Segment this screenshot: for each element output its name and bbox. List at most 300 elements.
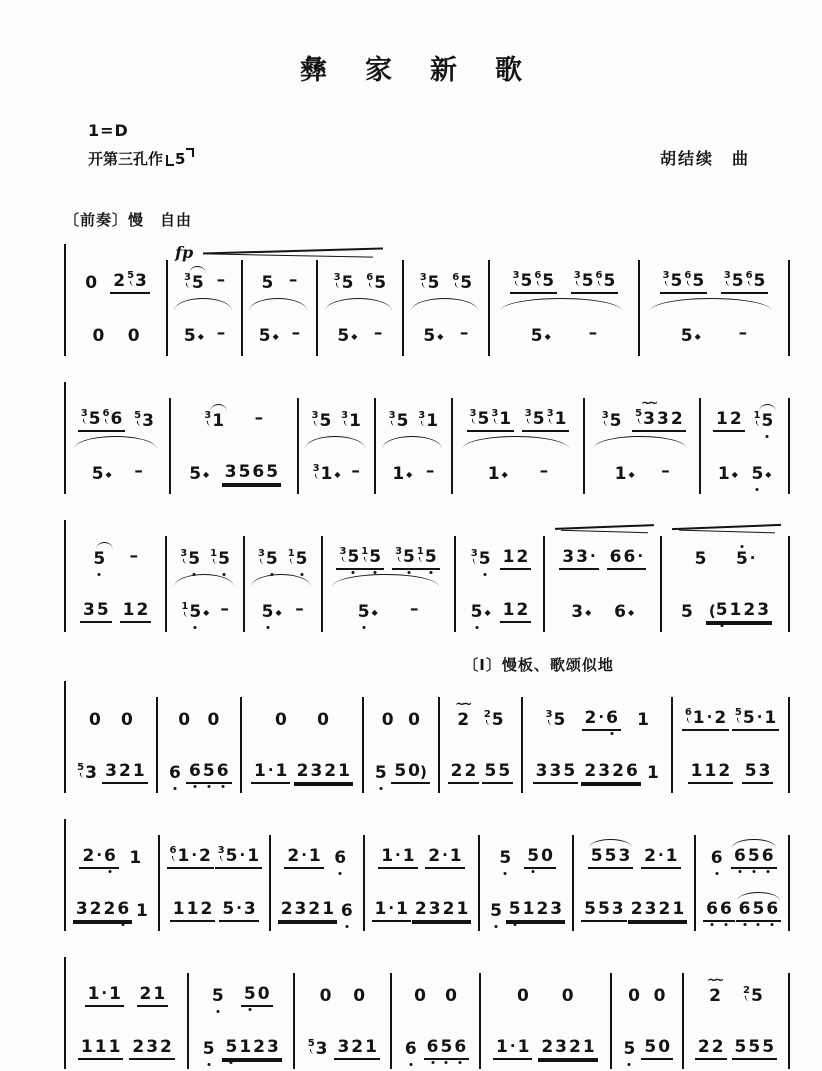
- note-digit: 3: [549, 761, 562, 781]
- note: [489, 903, 503, 920]
- note: [439, 1039, 453, 1056]
- note: [122, 602, 136, 619]
- note: [575, 549, 597, 566]
- measure: [404, 260, 490, 356]
- beat-group: [215, 845, 262, 869]
- note: [708, 988, 722, 1005]
- measure: [168, 243, 243, 356]
- note: [710, 850, 724, 867]
- upper-voice: [163, 835, 266, 874]
- note: [202, 763, 216, 780]
- beat-group: [571, 270, 619, 294]
- beat-group: [166, 765, 184, 784]
- note-digit: 5: [694, 549, 707, 569]
- note: [455, 901, 469, 918]
- rest-note: 0: [408, 710, 420, 730]
- note: [364, 1039, 378, 1056]
- grace-note: 3: [491, 408, 499, 419]
- grace-note: 3: [546, 408, 554, 419]
- note-digit: 5: [189, 602, 202, 622]
- note-digit: 5: [715, 600, 728, 620]
- dash-note: –: [588, 323, 598, 343]
- beat-group: [222, 1039, 281, 1060]
- measure: [481, 973, 611, 1069]
- note-digit: 5: [527, 846, 540, 866]
- note: [422, 328, 444, 345]
- note: [251, 464, 265, 481]
- diamond-mark: ◆: [484, 608, 491, 617]
- diamond-mark: ◆: [627, 608, 635, 617]
- close-paren: ): [420, 763, 427, 781]
- note-digit: 6: [426, 1037, 439, 1057]
- beat-group: [402, 1041, 420, 1060]
- note: [735, 551, 757, 568]
- note: [308, 848, 322, 865]
- note-digit: 1: [94, 1037, 107, 1057]
- grace-note: 5: [734, 707, 742, 718]
- lower-voice: [274, 888, 360, 927]
- beat-group: [482, 763, 514, 784]
- diamond-mark: ◆: [731, 470, 738, 479]
- note: [287, 548, 309, 569]
- measure: [662, 536, 790, 632]
- rest-note: 0: [317, 710, 329, 730]
- note: [126, 270, 148, 291]
- beat-group: [85, 986, 124, 1007]
- beat-group: [644, 765, 662, 784]
- beat-group: [170, 901, 216, 922]
- note-digit: 2: [584, 708, 597, 728]
- key-signature: 1=D: [88, 121, 129, 140]
- note: [180, 601, 210, 622]
- note: [630, 901, 644, 918]
- upper-voice: [407, 260, 485, 299]
- note-digit: 5: [88, 409, 101, 429]
- diamond-mark: ◆: [371, 608, 378, 617]
- note-digit: 2: [569, 1037, 581, 1057]
- beat-group: [251, 763, 290, 784]
- note-digit: 5: [747, 846, 760, 866]
- beat-group: [348, 461, 363, 485]
- note-digit: 5: [424, 547, 437, 567]
- note: [535, 763, 549, 780]
- upper-voice: [443, 697, 519, 736]
- beat-group: [294, 763, 353, 784]
- note-digit: 3: [135, 271, 147, 291]
- lower-voice: [443, 750, 519, 789]
- lower-voice: [326, 589, 451, 628]
- note-digit: 3: [576, 547, 588, 567]
- note: [238, 1039, 252, 1056]
- note: [307, 901, 321, 918]
- note: [94, 1039, 108, 1056]
- note-digit: 6: [609, 547, 622, 567]
- note: [257, 986, 271, 1003]
- lower-voice: [459, 589, 541, 628]
- dash-note: –: [539, 461, 549, 481]
- note: [451, 272, 473, 293]
- note: [756, 602, 770, 619]
- dash-note: –: [254, 408, 264, 428]
- note-digit: 5: [369, 547, 382, 567]
- beat-group: [448, 763, 480, 784]
- note: [243, 986, 257, 1003]
- beat-group: [528, 328, 554, 347]
- upper-voice: [643, 260, 785, 299]
- note-digit: 5: [93, 549, 106, 569]
- note: [614, 466, 636, 483]
- note: [426, 1039, 440, 1056]
- note: [742, 602, 756, 619]
- note: [211, 988, 225, 1005]
- note-digit: 5: [680, 326, 693, 346]
- note: [252, 1039, 266, 1056]
- grace-note: 1: [753, 410, 761, 421]
- note: [459, 323, 470, 345]
- rest-note: 0: [658, 1037, 671, 1057]
- lower-voice: [493, 313, 635, 352]
- measure: [545, 536, 662, 632]
- note: [584, 710, 606, 727]
- note: [337, 763, 351, 780]
- lower-voice: [456, 451, 580, 490]
- upper-voice: [69, 835, 155, 874]
- note-digit: 1: [253, 761, 266, 781]
- beat-group: [411, 988, 429, 1007]
- beat-group: [336, 546, 384, 570]
- grace-note: 2: [743, 985, 751, 996]
- note: [133, 461, 144, 483]
- beat-group: [533, 763, 579, 784]
- note-digit: 1: [614, 464, 627, 484]
- dash-note: –: [288, 270, 298, 290]
- beat-group: [731, 848, 777, 869]
- note-digit: 2: [136, 600, 149, 620]
- beat-group: [506, 901, 565, 922]
- grace-note: 1: [416, 546, 424, 557]
- lower-voice: [665, 589, 785, 628]
- note-digit: 2: [541, 1037, 554, 1057]
- note-digit: 3: [550, 899, 563, 919]
- rest-note: 0: [628, 986, 640, 1006]
- note: [744, 763, 758, 780]
- grace-note: 3: [470, 548, 478, 559]
- note-digit: 5: [225, 1037, 238, 1057]
- note-digit: 2: [414, 899, 427, 919]
- beat-group: [581, 901, 627, 922]
- beat-group: [259, 604, 285, 623]
- note-digit: 1: [764, 708, 777, 728]
- note: [670, 411, 684, 428]
- beat-group: [568, 604, 594, 623]
- beat-group: [467, 408, 515, 432]
- note-digit: 2: [296, 761, 309, 781]
- note: [340, 903, 354, 920]
- note: [409, 599, 420, 621]
- note-digit: 5: [751, 464, 764, 484]
- note-digit: ~~ 2: [709, 988, 721, 1005]
- lower-voice: [302, 451, 371, 490]
- note: [145, 1039, 159, 1056]
- note-digit: 5: [477, 409, 490, 429]
- note-digit: 5: [295, 549, 308, 569]
- note-digit: 5: [265, 549, 278, 569]
- beat-group: [177, 548, 203, 570]
- measure: [585, 398, 701, 494]
- beat-group: [181, 328, 207, 347]
- note-digit: 2: [450, 761, 463, 781]
- grace-note: 3: [573, 270, 581, 281]
- grace-note: 6: [102, 408, 110, 419]
- beat-group: [632, 408, 686, 432]
- grace-note: 3: [180, 548, 188, 559]
- note: [734, 707, 764, 728]
- beat-group: [625, 988, 643, 1007]
- note-digit: 2: [714, 708, 727, 728]
- note-digit: 5: [319, 411, 332, 431]
- beat-group: [278, 901, 337, 922]
- augmentation-dot: ·: [388, 899, 395, 917]
- note-digit: 5: [238, 462, 251, 482]
- note: [89, 901, 103, 918]
- note-digit: 6: [169, 763, 181, 783]
- diamond-mark: ◆: [105, 470, 112, 479]
- beat-group: [522, 408, 570, 432]
- note-digit: 6: [719, 899, 732, 919]
- augmentation-dot: ·: [96, 846, 103, 864]
- note-digit: 5: [225, 846, 238, 866]
- note-digit: 1: [275, 761, 288, 781]
- beat-group: [449, 272, 475, 294]
- beat-group: [175, 712, 193, 731]
- upper-voice: [548, 536, 657, 575]
- note-digit: 2: [351, 1037, 364, 1057]
- grace-note: 1: [210, 548, 218, 559]
- crescendo-mark: [555, 524, 654, 533]
- grace-note: 3: [662, 270, 670, 281]
- measure: [66, 697, 158, 793]
- note: [312, 463, 342, 484]
- lower-voice: [676, 750, 785, 789]
- beat-group: [110, 270, 150, 294]
- note-digit: 2: [644, 846, 656, 866]
- note: [456, 712, 470, 729]
- augmentation-dot: ·: [657, 846, 664, 864]
- upper-voice: [69, 536, 162, 575]
- note-digit: 6: [706, 899, 718, 919]
- note: [469, 408, 491, 429]
- grace-note: 1: [181, 601, 189, 612]
- note-digit: 1: [129, 848, 142, 868]
- note: [116, 901, 130, 918]
- upper-voice: [69, 697, 153, 736]
- beat-group: [678, 604, 696, 623]
- note: [751, 901, 765, 918]
- note: [128, 850, 142, 867]
- diamond-mark: ◆: [203, 470, 210, 479]
- beat-group: [658, 461, 673, 485]
- note: [450, 763, 464, 780]
- beat-group: [309, 410, 335, 432]
- note-digit: 3: [142, 411, 154, 431]
- note: [188, 763, 202, 780]
- lower-voice: [615, 1026, 679, 1065]
- note-digit: 5: [670, 271, 683, 291]
- rest-note: 0: [178, 710, 191, 730]
- note: [139, 986, 153, 1003]
- note-digit: 5: [623, 1039, 636, 1059]
- note: [758, 763, 772, 780]
- measure: [574, 835, 696, 931]
- note: [374, 901, 396, 918]
- note: [561, 988, 575, 1005]
- note: [80, 408, 102, 429]
- note-digit: 5: [478, 549, 491, 569]
- fingering-text: 开第三孔作: [88, 150, 164, 168]
- note: [487, 466, 509, 483]
- beat-group: [126, 850, 144, 869]
- note-digit: 5: [91, 464, 104, 484]
- diamond-mark: ◆: [765, 470, 772, 479]
- note-digit: 5: [581, 271, 594, 291]
- diamond-mark: ◆: [351, 332, 358, 341]
- measure: [684, 973, 790, 1069]
- grace-note: 3: [418, 410, 426, 421]
- note-digit: 3: [644, 899, 657, 919]
- beat-group: [292, 599, 307, 623]
- beat-group: [586, 323, 601, 347]
- note: [416, 546, 438, 567]
- note-digit: 5: [751, 986, 763, 1006]
- note: [745, 270, 767, 291]
- note-digit: 3: [75, 899, 88, 919]
- note: [425, 461, 436, 483]
- beat-group: [125, 328, 143, 347]
- note-digit: 3: [758, 761, 771, 781]
- note-digit: 5: [553, 710, 566, 730]
- note: [357, 604, 379, 621]
- lower-voice: [395, 1026, 476, 1065]
- upper-voice: [192, 973, 290, 1012]
- fingering-instruction: [88, 148, 194, 169]
- beat-group: [219, 901, 258, 922]
- note-digit: 5: [604, 846, 617, 866]
- beat-group: [131, 461, 146, 485]
- beat-group: [371, 323, 386, 347]
- beat-group: [131, 410, 157, 432]
- note-digit: 5: [222, 899, 235, 919]
- dash-note: –: [425, 461, 435, 481]
- note: [321, 901, 335, 918]
- note: [625, 763, 639, 780]
- beat-group: [417, 272, 443, 294]
- note: [588, 323, 599, 345]
- note: [554, 1039, 568, 1056]
- grace-note: 3: [183, 272, 191, 283]
- note-digit: 5: [202, 761, 215, 781]
- beat-group: [331, 850, 349, 869]
- beat-group: [514, 988, 532, 1007]
- beat-group: [289, 323, 304, 347]
- grace-note: 3: [257, 548, 265, 559]
- sustain-slur: [249, 298, 307, 311]
- beat-group: [420, 328, 446, 347]
- rest-note: 0: [319, 986, 332, 1006]
- augmentation-dot: ·: [236, 899, 242, 917]
- measure: [242, 697, 365, 793]
- measure: [612, 973, 684, 1069]
- lower-voice: [699, 888, 785, 927]
- rest-note: 0: [120, 710, 133, 730]
- note-digit: 2: [160, 1037, 172, 1057]
- note: [206, 712, 220, 729]
- note-digit: 5: [341, 273, 354, 293]
- upper-voice: [665, 536, 785, 575]
- grace-note: 3: [204, 410, 212, 421]
- lower-voice: [170, 589, 240, 628]
- note-digit: 2: [428, 846, 441, 866]
- beat-group: [425, 848, 464, 869]
- note-digit: 1: [308, 846, 321, 866]
- note: [524, 408, 546, 429]
- sustain-slur: [500, 298, 622, 311]
- diamond-mark: ◆: [197, 332, 204, 341]
- lower-voice: [69, 589, 162, 628]
- diamond-mark: ◆: [544, 332, 551, 341]
- grace-note: 3: [80, 408, 88, 419]
- system-1: [64, 244, 790, 356]
- page-title: 彝家新歌: [300, 55, 560, 86]
- note-digit: 5: [563, 761, 576, 781]
- note: [286, 848, 308, 865]
- note: [644, 901, 658, 918]
- note-digit: 3: [428, 899, 441, 919]
- note-digit: 2: [697, 1037, 710, 1057]
- beat-group: [350, 988, 368, 1007]
- note: [750, 466, 772, 483]
- measure: [66, 835, 160, 931]
- note: [275, 763, 289, 780]
- note: [336, 1039, 350, 1056]
- note: [88, 712, 102, 729]
- high-bracket: [186, 148, 194, 157]
- note-digit: 3: [85, 763, 97, 783]
- upper-voice: [577, 835, 691, 874]
- grace-note: 3: [395, 546, 403, 557]
- grace-note: 3: [217, 845, 225, 856]
- note: [573, 270, 595, 291]
- note-digit: 2: [612, 761, 624, 781]
- note-digit: 6: [606, 708, 618, 728]
- note-digit: 1: [502, 547, 515, 567]
- note: [96, 602, 110, 619]
- grace-note: 1: [287, 548, 295, 559]
- note-digit: 6: [216, 761, 229, 781]
- note-digit: 3: [337, 1037, 350, 1057]
- beat-group: [732, 1039, 778, 1060]
- beat-group: [338, 903, 356, 922]
- lower-voice: [379, 451, 448, 490]
- beat-group: [454, 712, 472, 731]
- beat-group: [79, 848, 118, 869]
- upper-voice: [248, 536, 318, 575]
- diamond-mark: ◆: [694, 332, 701, 341]
- note: [350, 461, 361, 483]
- note: [394, 546, 416, 567]
- note-digit: 1: [554, 409, 567, 429]
- note: [490, 408, 512, 429]
- measure: [243, 260, 318, 356]
